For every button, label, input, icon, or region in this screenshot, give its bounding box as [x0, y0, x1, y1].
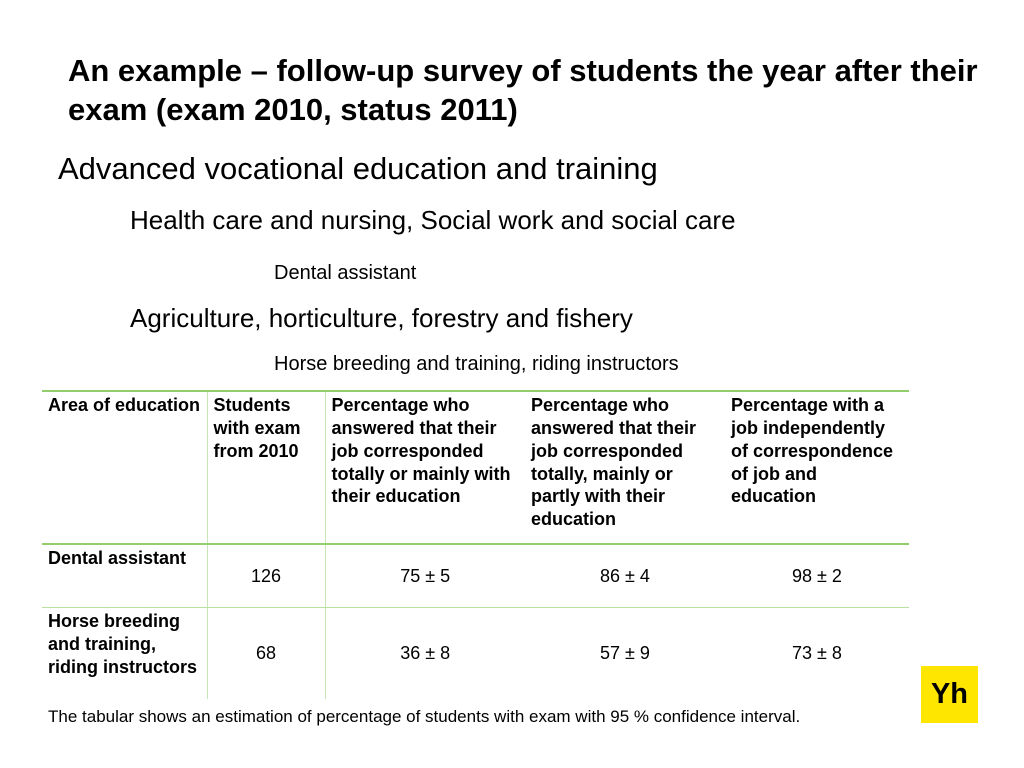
cell-totally-mainly-partly: 86 ± 4: [525, 544, 725, 608]
outline-program-horse-breeding: Horse breeding and training, riding instructors: [274, 353, 679, 375]
footnote: The tabular shows an estimation of percentage of students with exam with 95 % confidence interval.: [48, 707, 801, 726]
outline-program-dental-assistant: Dental assistant: [274, 262, 417, 284]
header-any-job: Percentage with a job independently of correspondence of job and education: [725, 391, 909, 544]
table-row: [42, 608, 909, 700]
outline-field-health-care: Health care and nursing, Social work and social care: [130, 205, 736, 235]
header-totally-mainly: Percentage who answered that their job corresponded totally or mainly with their education: [325, 391, 525, 544]
cell-totally-mainly: 75 ± 5: [325, 544, 525, 608]
cell-totally-mainly-partly: 57 ± 9: [600, 643, 650, 664]
table-header-row: [42, 391, 909, 544]
cell-any-job: 73 ± 8: [792, 643, 842, 664]
cell-area: Dental assistant: [42, 544, 207, 608]
table-row: [42, 544, 909, 608]
cell-area: Horse breeding and training, riding instructors: [42, 608, 207, 700]
cell-students: 68: [207, 608, 325, 700]
header-students: Students with exam from 2010: [207, 391, 325, 544]
header-totally-mainly-partly: Percentage who answered that their job corresponded totally, mainly or partly with their education: [525, 391, 725, 544]
cell-students: 126: [207, 544, 325, 608]
cell-any-job: 98 ± 2: [725, 544, 909, 608]
results-table: [42, 390, 909, 699]
header-area: Area of education: [42, 391, 207, 544]
outline-field-agriculture: Agriculture, horticulture, forestry and fishery: [130, 303, 633, 333]
slide-title: An example – follow-up survey of students the year after their exam (exam 2010, status 2011): [68, 53, 978, 127]
outline-level1: Advanced vocational education and training: [58, 151, 658, 186]
cell-totally-mainly: 36 ± 8: [400, 643, 451, 664]
yh-logo: Yh: [921, 666, 978, 723]
